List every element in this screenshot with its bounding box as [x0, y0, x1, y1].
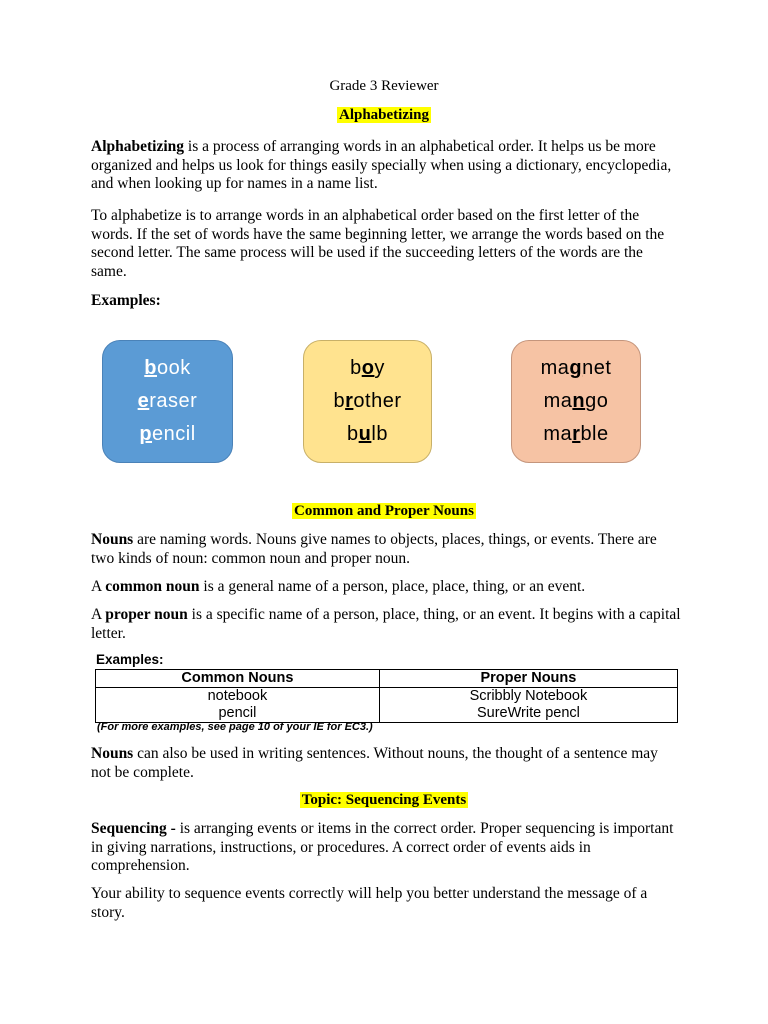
table-examples-label: Examples: [96, 652, 164, 667]
paragraph-alphabetizing-definition [91, 138, 681, 194]
section-heading-alphabetizing [0, 107, 768, 124]
example-word: brother [333, 390, 402, 412]
heading-highlight: Topic: Sequencing Events [301, 792, 467, 808]
nouns-examples-table [95, 669, 678, 723]
term-sequencing: Sequencing - [91, 820, 176, 837]
paragraph-common-noun: A common noun is a general name of a person, place, place, thing, or an event. [91, 578, 586, 595]
definition-text: is a process of arranging words in an alphabetical order. It helps us be more organized and helps us look for things easily specially when using a dictionary, encyclopedia, and when looking up for names in a name list. [91, 138, 672, 192]
example-word: eraser [137, 390, 198, 412]
heading-highlight: Common and Proper Nouns [294, 503, 474, 519]
paragraph-sequencing-definition: Sequencing - is arranging events or items in the correct order. Proper sequencing is important in giving narrations, instructions, or procedures. A correct order of events aids in comprehension. [91, 820, 674, 874]
section-heading-sequencing [0, 792, 768, 809]
term-common-noun: common noun [105, 578, 200, 595]
table-cell: SureWrite pencl [379, 705, 677, 723]
example-box-third-letter [511, 340, 641, 463]
example-box-first-letter [102, 340, 233, 463]
column-header-proper: Proper Nouns [379, 670, 677, 688]
example-word: boy [350, 357, 385, 379]
page-title: Grade 3 Reviewer [329, 78, 439, 94]
term-alphabetizing: Alphabetizing [91, 138, 185, 155]
table-cell: notebook [96, 688, 380, 706]
example-word: magnet [540, 357, 612, 379]
paragraph-nouns-sentences: Nouns can also be used in writing sentences. Without nouns, the thought of a sentence may not be complete. [91, 745, 658, 781]
example-word: pencil [139, 423, 196, 445]
paragraph-proper-noun: A proper noun is a specific name of a person, place, thing, or an event. It begins with a capital letter. [91, 606, 681, 642]
table-cell: pencil [96, 705, 380, 723]
term-nouns: Nouns [91, 745, 134, 762]
example-word: book [144, 357, 191, 379]
table-row [96, 688, 678, 706]
example-word: bulb [347, 423, 388, 445]
example-word: mango [543, 390, 609, 412]
table-footnote: (For more examples, see page 10 of your IE for EC3.) [97, 721, 373, 733]
paragraph-alphabetize-rule: To alphabetize is to arrange words in an alphabetical order based on the first letter of the words. If the set of words have the same beginning letter, we arrange the words based on the second letter. The same process will be used if the succeeding letters of the words are the same. [91, 207, 665, 280]
section-heading-nouns [0, 503, 768, 520]
example-box-second-letter [303, 340, 432, 463]
paragraph-nouns-definition: Nouns are naming words. Nouns give names to objects, places, things, or events. There are two kinds of noun: common noun and proper noun. [91, 531, 657, 567]
examples-label: Examples: [91, 292, 161, 309]
column-header-common: Common Nouns [96, 670, 380, 688]
example-word: marble [543, 423, 609, 445]
table-row [96, 705, 678, 723]
table-header-row [96, 670, 678, 688]
paragraph-sequencing-benefit: Your ability to sequence events correctly will help you better understand the message of a story. [91, 885, 648, 921]
table-cell: Scribbly Notebook [379, 688, 677, 706]
term-nouns: Nouns [91, 531, 134, 548]
term-proper-noun: proper noun [105, 606, 188, 623]
heading-highlight: Alphabetizing [338, 107, 429, 123]
